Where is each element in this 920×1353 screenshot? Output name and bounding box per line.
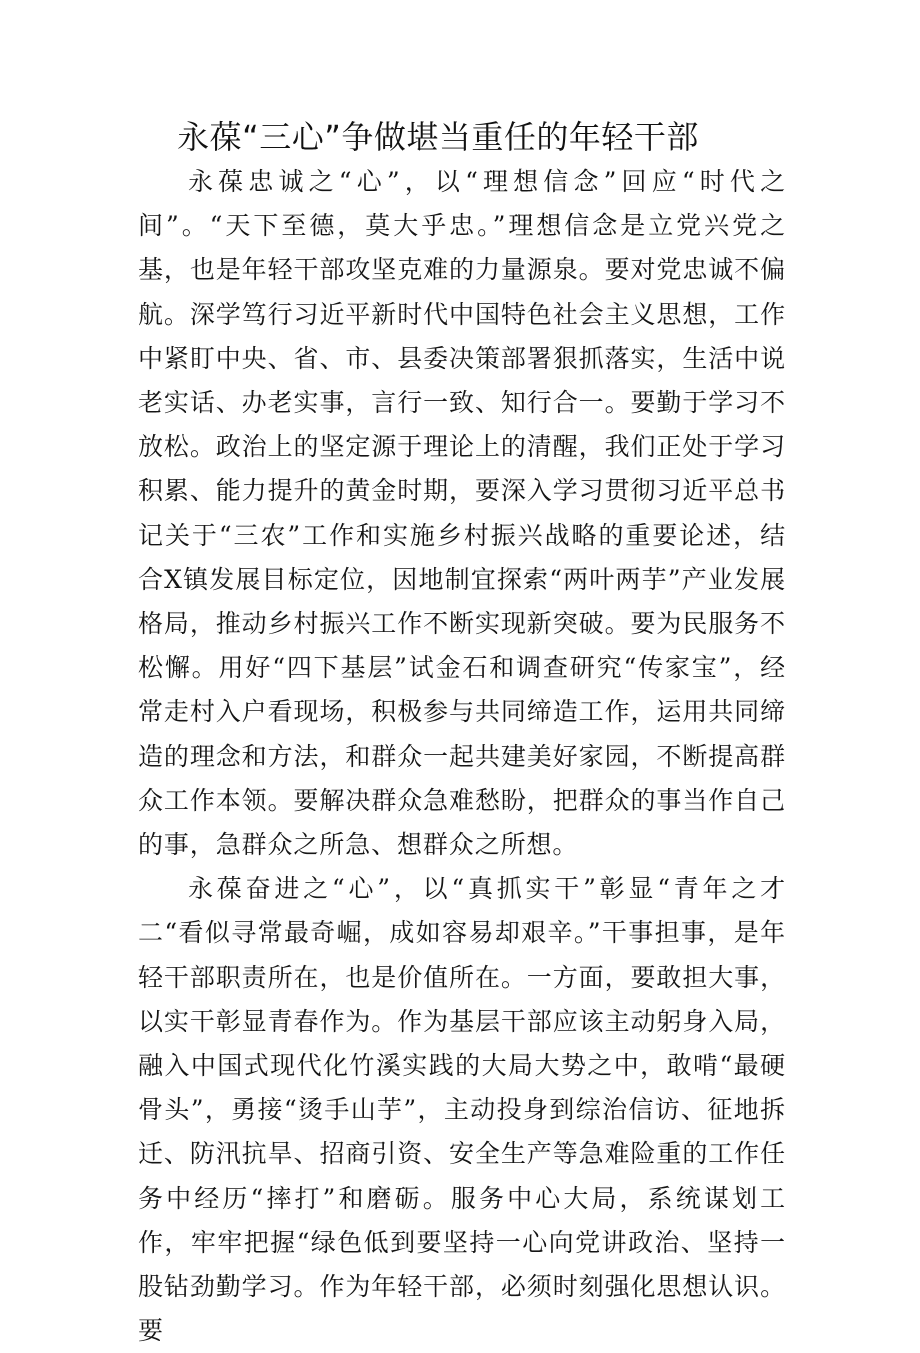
paragraph-loyalty: 永葆忠诚之“心”，以“理想信念”回应“时代之间”。“天下至德，莫大乎忠。”理想信念是立党兴党之基，也是年轻干部攻坚克难的力量源泉。要对党忠诚不偏航。深学笃行习近平新时代中国特色社会主义思想，工作中紧盯中央、省、市、县委决策部署狠抓落实，生活中说老实话、办老实事，言行一致、知行合一。要勤于学习不放松。政治上的坚定源于理论上的清醒，我们正处于学习积累、能力提升的黄金时期，要深入学习贯彻习近平总书记关于“三农”工作和实施乡村振兴战略的重要论述，结合X镇发展目标定位，因地制宜探索“两叶两芋”产业发展格局，推动乡村振兴工作不断实现新突破。要为民服务不松懈。用好“四下基层”试金石和调查研究“传家宝”，经常走村入户看现场，积极参与共同缔造工作，运用共同缔造的理念和方法，和群众一起共建美好家园，不断提高群众工作本领。要解决群众急难愁盼，把群众的事当作自己的事，急群众之所急、想群众之所想。 [138, 167, 786, 860]
document-title: 永葆“三心”争做堪当重任的年轻干部 [177, 118, 699, 156]
paragraph-striving: 永葆奋进之“心”，以“真抓实干”彰显“青年之才二“看似寻常最奇崛，成如容易却艰辛。”干事担事，是年轻干部职责所在，也是价值所在。一方面，要敢担大事，以实干彰显青春作为。作为基层干部应该主动躬身入局，融入中国式现代化竹溪实践的大局大势之中，敢啃“最硬骨头”，勇接“烫手山芋”，主动投身到综治信访、征地拆迁、防汛抗旱、招商引资、安全生产等急难险重的工作任务中经历“摔打”和磨砺。服务中心大局，系统谋划工作，牢牢把握“绿色低到要坚持一心向党讲政治、坚持一股钻劲勤学习。作为年轻干部，必须时刻强化思想认识。要 [138, 874, 786, 1346]
document-body [138, 160, 786, 1353]
